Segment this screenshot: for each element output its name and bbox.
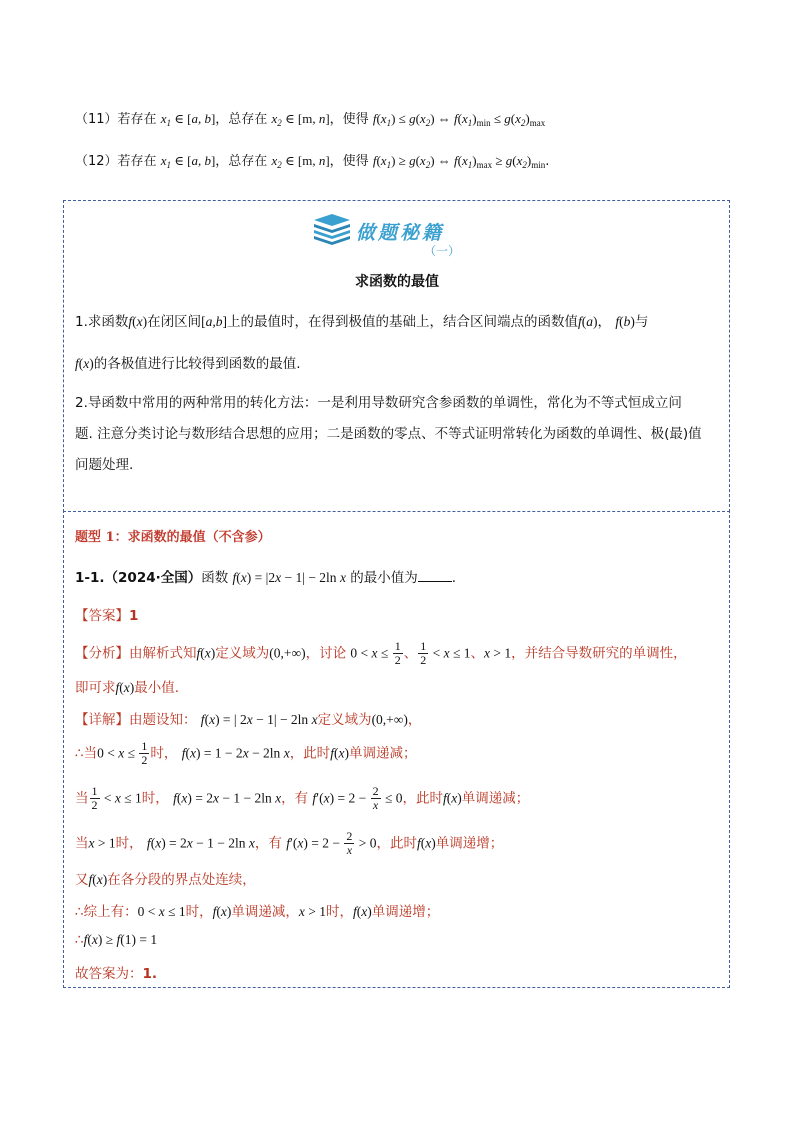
tip-1-line-2: f(x)的各极值进行比较得到函数的最值. <box>75 356 301 372</box>
detail-line-1: 【详解】由题设知： f(x) = | 2x − 1| − 2ln x定义域为(0,+∞)， <box>75 712 422 728</box>
banner-subtitle: （一） <box>424 244 461 258</box>
math-rule-12: $f(x_1) \ge g(x_2)$ ⇔ $f(x_1)_{max} \ge g(x_2)_{min}$ <box>372 153 546 170</box>
tip-2-line-3: 问题处理. <box>75 457 134 473</box>
answer-line: 【答案】1 <box>75 608 139 624</box>
detail-line-2: ∴当0 < x ≤ $\frac{1}{2}$ 时， f(x) = 1 − 2x − 2ln x，此时f(x)单调递减； <box>75 739 417 767</box>
math-rule-11: $f(x_1) \le g(x_2)$ ⇔ $f(x_1)_{min} \le g(x_2)_{max}$ <box>372 111 546 128</box>
detail-line-3: 当 $\frac{1}{2}$ < x ≤ 1时， f(x) = 2x − 1 − 2ln x，有 f′(x) = 2 − $\frac{2}{x}$ ≤ 0，此时f(x)单调递减； <box>75 784 530 812</box>
question-line: 1-1.（2024·全国）函数 f(x) = |2x − 1| − 2ln x 的最小值为 . <box>75 570 457 586</box>
analysis-line-1: 【分析】由解析式知f(x)定义域为(0,+∞)，讨论 0 < x ≤ $\frac{1}{2}$ 、 $\frac{1}{2}$ < x ≤ 1、x > 1，并结合导数研究的单调性， <box>75 639 687 667</box>
math-x2-in-mn: $x_2$ ∈ [m, n] <box>271 111 330 128</box>
book-stack-icon <box>312 212 352 246</box>
math-x2-in-mn: $x_2$ ∈ [m, n] <box>271 153 330 170</box>
tip-2-line-2: 题. 注意分类讨论与数形结合思想的应用；二是函数的零点、不等式证明常转化为函数的单调性、极(最)值 <box>75 426 702 442</box>
detail-line-6: ∴综上有：0 < x ≤ 1时，f(x)单调递减，x > 1时，f(x)单调递增； <box>75 904 440 920</box>
tip-1-line-1: 1.求函数f(x)在闭区间[a,b]上的最值时，在得到极值的基础上，结合区间端点的函数值f(a)， f(b)与 <box>75 314 649 330</box>
tip-2-line-1: 2.导函数中常用的两种常用的转化方法：一是利用导数研究含参函数的单调性，常化为不等式恒成立问 <box>75 395 682 411</box>
rule-11: （11）若存在 $x_1$ ∈ [a, b]，总存在 $x_2$ ∈ [m, n]，使得 $f(x_1) \le g(x_2)$ ⇔ $f(x_1)_{min} \le g(x_2)_{max}$ <box>75 111 546 128</box>
detail-line-4: 当x > 1时， f(x) = 2x − 1 − 2ln x，有 f′(x) = 2 − $\frac{2}{x}$ > 0，此时f(x)单调递增； <box>75 829 504 857</box>
rule-12: （12）若存在 $x_1$ ∈ [a, b]，总存在 $x_2$ ∈ [m, n]，使得 $f(x_1) \ge g(x_2)$ ⇔ $f(x_1)_{max} \ge g(x_2)_{min}$. <box>75 153 550 170</box>
detail-line-7: ∴f(x) ≥ f(1) = 1 <box>75 932 158 948</box>
banner-title: 做题秘籍 <box>356 222 445 244</box>
analysis-line-2: 即可求f(x)最小值. <box>75 680 180 696</box>
answer-blank <box>418 569 452 582</box>
math-x1-in-ab: $x_1$ ∈ [a, b] <box>160 111 216 128</box>
example-title: 题型 1：求函数的最值（不含参） <box>75 530 271 545</box>
detail-line-5: 又f(x)在各分段的界点处连续， <box>75 872 256 888</box>
section-title: 求函数的最值 <box>355 274 439 290</box>
detail-line-8: 故答案为：1. <box>75 966 158 982</box>
math-x1-in-ab: $x_1$ ∈ [a, b] <box>160 153 216 170</box>
